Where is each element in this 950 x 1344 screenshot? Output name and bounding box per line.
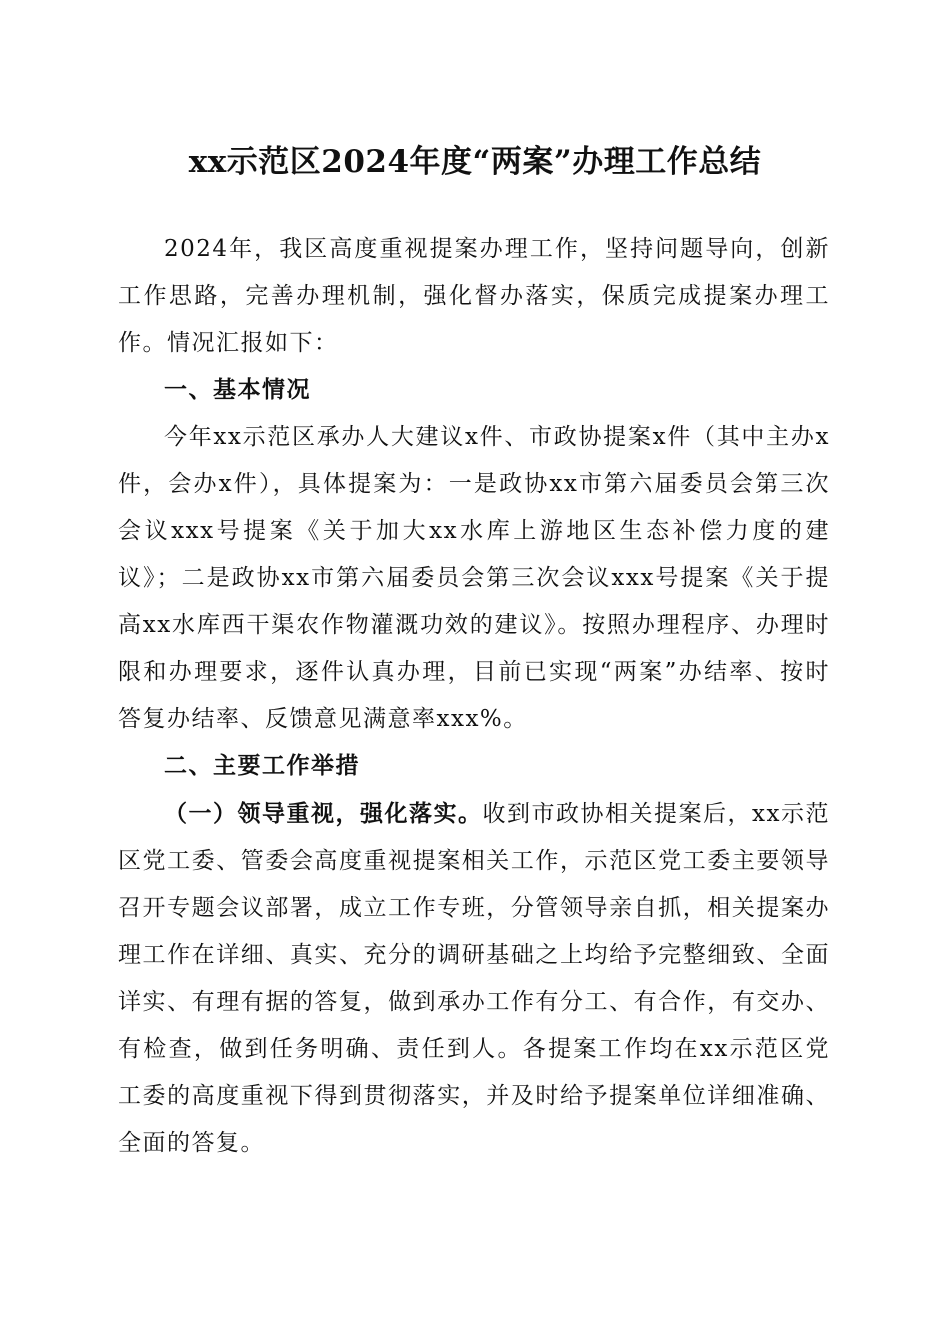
document-body [118,226,830,1167]
measure-1-paragraph [118,790,830,1167]
section-heading-main-measures: 二、主要工作举措 [164,753,360,779]
measure-1-text: 收到市政协相关提案后，xx示范区党工委、管委会高度重视提案相关工作，示范区党工委主要领导召开专题会议部署，成立工作专班，分管领导亲自抓，相关提案办理工作在详细、真实、充分的调研基础之上均给予完整细致、全面详实、有理有据的答复，做到承办工作有分工、有合作，有交办、有检查，做到任务明确、责任到人。各提案工作均在xx示范区党工委的高度重视下得到贯彻落实，并及时给予提案单位详细准确、全面的答复。 [118,801,830,1156]
basic-situation-paragraph: 今年xx示范区承办人大建议x件、市政协提案x件（其中主办x件，会办x件），具体提案为：一是政协xx市第六届委员会第三次会议xxx号提案《关于加大xx水库上游地区生态补偿力度的建议》；二是政协xx市第六届委员会第三次会议xxx号提案《关于提高xx水库西干渠农作物灌溉功效的建议》。按照办理程序、办理时限和办理要求，逐件认真办理，目前已实现“两案”办结率、按时答复办结率、反馈意见满意率xxx%。 [118,424,830,732]
intro-paragraph: 2024年，我区高度重视提案办理工作，坚持问题导向，创新工作思路，完善办理机制，强化督办落实，保质完成提案办理工作。情况汇报如下： [118,236,830,356]
document-title: xx示范区2024年度“两案”办理工作总结 [188,144,762,180]
measure-1-lead: （一）领导重视，强化落实。 [164,800,483,827]
section-heading-basic-situation: 一、基本情况 [164,377,311,403]
